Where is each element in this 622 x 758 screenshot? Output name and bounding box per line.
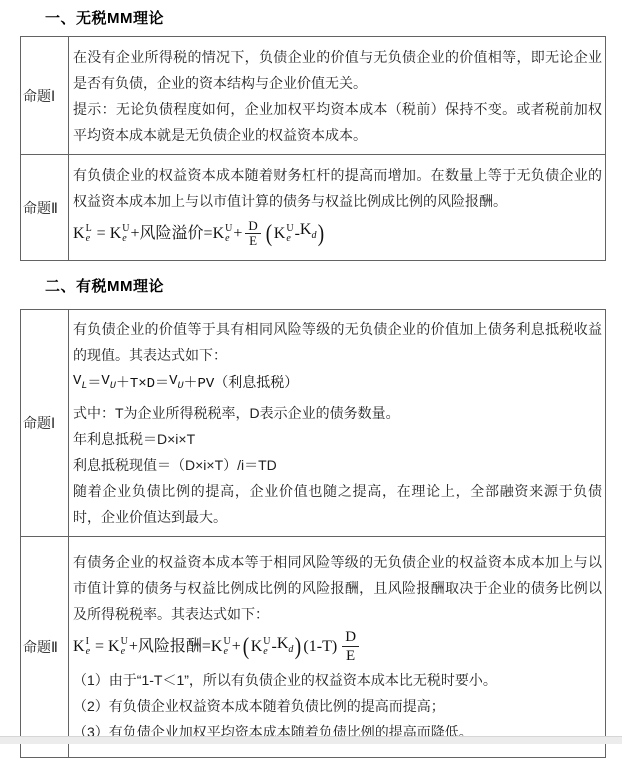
- formula-text: =: [93, 221, 110, 247]
- formula-sub-term: $V_U$: [101, 368, 115, 400]
- formula-sub-term: $V_U$: [169, 368, 183, 400]
- text-line: 有负债企业的权益资本成本随着财务杠杆的提高而增加。在数量上等于无负债企业的权益资本成本加上与以市值计算的债务与权益比例成比例的风险报酬。: [73, 162, 602, 214]
- formula-text: +风险报酬=: [129, 634, 211, 660]
- formula-sub-term: $K_d$: [300, 217, 317, 249]
- text-line: 有负债企业的价值等于具有相同风险等级的无负债企业的价值加上债务利息抵税收益的现值。其表达式如下：: [73, 316, 602, 368]
- proposition-1-content: [69, 310, 606, 537]
- text-line: （2）有负债企业权益资本成本随着负债比例的提高而提高；: [73, 693, 602, 719]
- text-line: 在没有企业所得税的情况下，负债企业的价值与无负债企业的价值相等，即无论企业是否有负债，企业的资本结构与企业价值无关。: [73, 44, 602, 96]
- window-bottom-strip: [0, 736, 622, 744]
- formula-supsub-term: K L e: [73, 221, 93, 247]
- with-tax-mm-table: [20, 309, 606, 758]
- formula-text: +: [232, 634, 241, 660]
- formula-text: +风险溢价=: [131, 221, 213, 247]
- formula-line: [73, 368, 602, 400]
- proposition-2-label: 命题Ⅱ: [21, 536, 69, 757]
- formula-paren: (: [243, 635, 249, 659]
- formula-paren: ): [295, 635, 301, 659]
- formula-text: +: [233, 221, 242, 247]
- text-line: 式中：T为企业所得税税率，D表示企业的债务数量。: [73, 400, 602, 426]
- formula-text: -: [272, 634, 277, 660]
- text-line: （1）由于“1-T＜1”，所以有负债企业的权益资本成本比无税时要小。: [73, 667, 602, 693]
- formula-supsub-term: K U e: [211, 634, 232, 660]
- formula-paren: (: [266, 222, 272, 246]
- formula-text: ＝: [87, 371, 101, 397]
- table-row: [21, 155, 606, 261]
- formula-line: [73, 627, 602, 667]
- proposition-2-content: [69, 155, 606, 261]
- formula-text: ＋PV（利息抵税）: [183, 371, 298, 397]
- formula-supsub-term: K U e: [110, 221, 131, 247]
- proposition-2-label: 命题Ⅱ: [21, 155, 69, 261]
- formula-supsub-term: K U e: [251, 634, 272, 660]
- formula-supsub-term: K U e: [108, 634, 129, 660]
- table-row: [21, 310, 606, 537]
- text-line: 利息抵税现值＝（D×i×T）/i＝TD: [73, 452, 602, 478]
- formula-supsub-term: K U e: [213, 221, 234, 247]
- formula-paren: ): [318, 222, 324, 246]
- formula-line: [73, 214, 602, 254]
- proposition-2-content: [69, 536, 606, 757]
- text-line: 提示：无论负债程度如何，企业加权平均资本成本（税前）保持不变。或者税前加权平均资本成本就是无负债企业的权益资本成本。: [73, 96, 602, 148]
- formula-text: =: [91, 634, 108, 660]
- formula-fraction: $\frac{D}{E}$: [342, 628, 359, 665]
- text-line: 随着企业负债比例的提高，企业价值也随之提高，在理论上，全部融资来源于负债时，企业价值达到最大。: [73, 478, 602, 530]
- section-2-heading: 二、有税MM理论: [0, 261, 622, 309]
- text-line: 有债务企业的权益资本成本等于相同风险等级的无负债企业的权益资本成本加上与以市值计算的债务与权益比例成比例的风险报酬，且风险报酬取决于企业的债务比例以及所得税税率。其表达式如下：: [73, 549, 602, 627]
- formula-text: (1-T): [303, 634, 337, 660]
- table-row: [21, 536, 606, 757]
- no-tax-mm-table: [20, 36, 606, 261]
- text-line: 年利息抵税＝D×i×T: [73, 426, 602, 452]
- text-line: （3）有负债企业加权平均资本成本随着负债比例的提高而降低。: [73, 719, 602, 745]
- formula-supsub-term: K I e: [73, 634, 91, 660]
- formula-fraction: $\frac{D}{E}$: [245, 219, 260, 248]
- proposition-1-label: 命题Ⅰ: [21, 310, 69, 537]
- section-1-heading: 一、无税MM理论: [0, 0, 622, 36]
- formula-sub-term: $K_d$: [277, 631, 294, 663]
- formula-text: -: [295, 221, 300, 247]
- table-row: [21, 37, 606, 155]
- formula-sub-term: $V_L$: [73, 368, 87, 400]
- formula-text: ＋T×D＝: [116, 371, 169, 397]
- proposition-1-content: [69, 37, 606, 155]
- proposition-1-label: 命题Ⅰ: [21, 37, 69, 155]
- formula-supsub-term: K U e: [274, 221, 295, 247]
